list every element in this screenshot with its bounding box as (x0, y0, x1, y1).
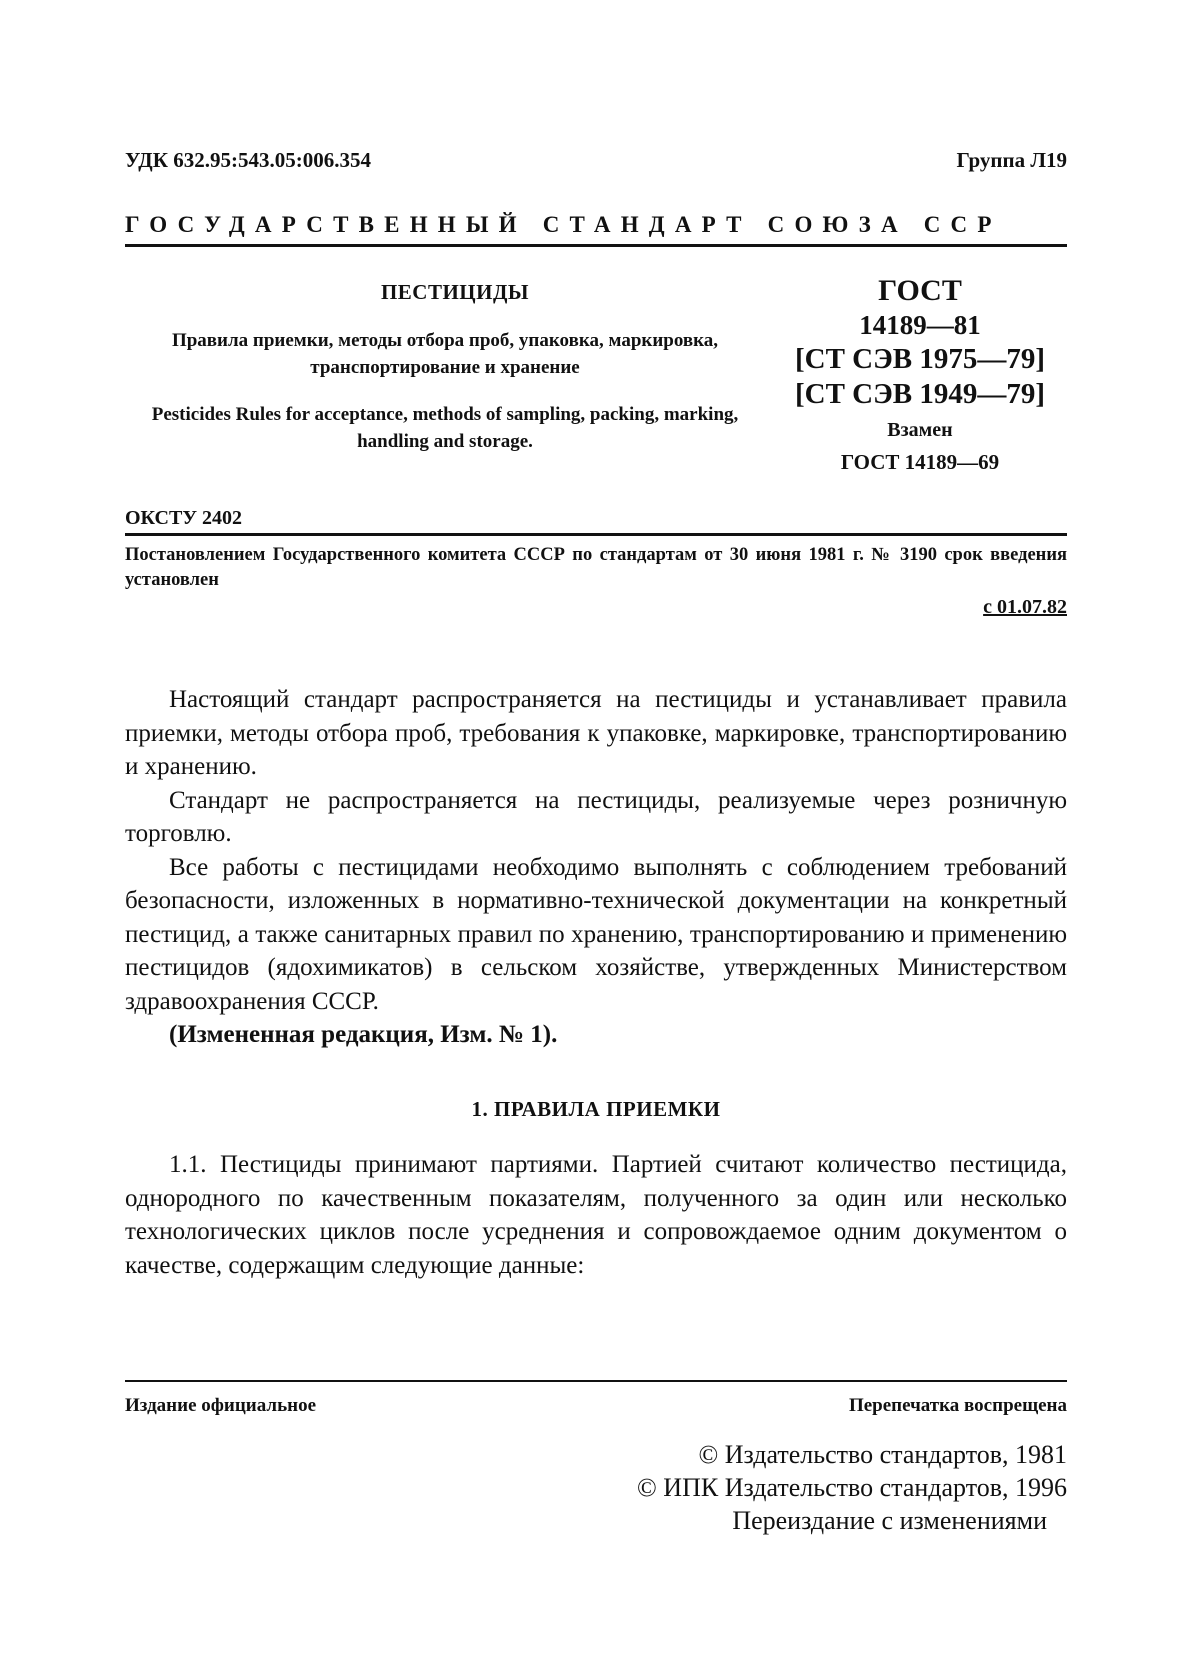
header-divider (125, 244, 1067, 247)
state-standard-title: ГОСУДАРСТВЕННЫЙ СТАНДАРТ СОЮЗА ССР (125, 212, 1002, 237)
reissue-note: Переиздание с изменениями (732, 1506, 1047, 1535)
copyright-block (637, 1438, 1067, 1537)
official-edition: Издание официальное (125, 1395, 317, 1416)
document-title: ПЕСТИЦИДЫ (380, 280, 530, 304)
copyright-1981: © Издательство стандартов, 1981 (698, 1440, 1067, 1469)
body-text (125, 683, 1067, 1052)
designation-block (770, 274, 1070, 478)
gost-label: ГОСТ (878, 274, 962, 307)
st-sev-1: [СТ СЭВ 1975—79] (794, 343, 1046, 375)
reprint-prohibited: Перепечатка воспрещена (848, 1395, 1067, 1416)
title-block (125, 280, 765, 455)
clause-1-1-text: 1.1. Пестициды принимают партиями. Партией считают количество пестицида, однородного по качественным показателям, полученного за один или несколько технологических циклов после усреднения и сопровождаемое одним документом о качестве, содержащим следующие данные: (125, 1151, 1067, 1279)
paragraph-safety: Все работы с пестицидами необходимо выполнять с соблюдением требований безопасности, изложенных в нормативно-технической документации на конкретный пестицид, а также санитарных правил по хранению, транспортированию и применению пестицидов (ядохимикатов) в сельском хозяйстве, утвержденных Министерством здравоохранения СССР. (125, 853, 1067, 1015)
st-sev-2: [СТ СЭВ 1949—79] (794, 378, 1046, 410)
footer-divider (125, 1380, 1067, 1382)
subtitle-en: Pesticides Rules for acceptance, methods of sampling, packing, marking, handling and storage. (151, 404, 739, 452)
clause-1-1 (125, 1148, 1067, 1282)
section-title: 1. ПРАВИЛА ПРИЕМКИ (471, 1097, 721, 1121)
amendment-note: (Измененная редакция, Изм. № 1). (169, 1021, 558, 1048)
copyright-1996: © ИПК Издательство стандартов, 1996 (637, 1473, 1067, 1502)
udk-code: УДК 632.95:543.05:006.354 (125, 148, 371, 172)
paragraph-exclusion: Стандарт не распространяется на пестициды, реализуемые через розничную торговлю. (125, 786, 1067, 847)
replaces-label: Взамен (887, 419, 953, 441)
group-code: Группа Л19 (956, 148, 1067, 172)
subtitle-ru: Правила приемки, методы отбора проб, упаковка, маркировка, транспортирование и хранение (171, 330, 719, 378)
replaced-gost: ГОСТ 14189—69 (840, 450, 1000, 474)
decree-text: Постановлением Государственного комитета СССР по стандартам от 30 июня 1981 г. № 3190 срок введения установлен (125, 545, 1067, 590)
paragraph-scope: Настоящий стандарт распространяется на пестициды и устанавливает правила приемки, методы отбора проб, требования к упаковке, маркировке, транспортированию и хранению. (125, 686, 1067, 780)
footer-row (125, 1395, 1067, 1417)
oksty-code: ОКСТУ 2402 (125, 507, 243, 529)
oksty-divider (125, 533, 1067, 536)
gost-number: 14189—81 (859, 310, 981, 340)
effective-date: с 01.07.82 (983, 596, 1067, 618)
header-line (125, 148, 1067, 173)
